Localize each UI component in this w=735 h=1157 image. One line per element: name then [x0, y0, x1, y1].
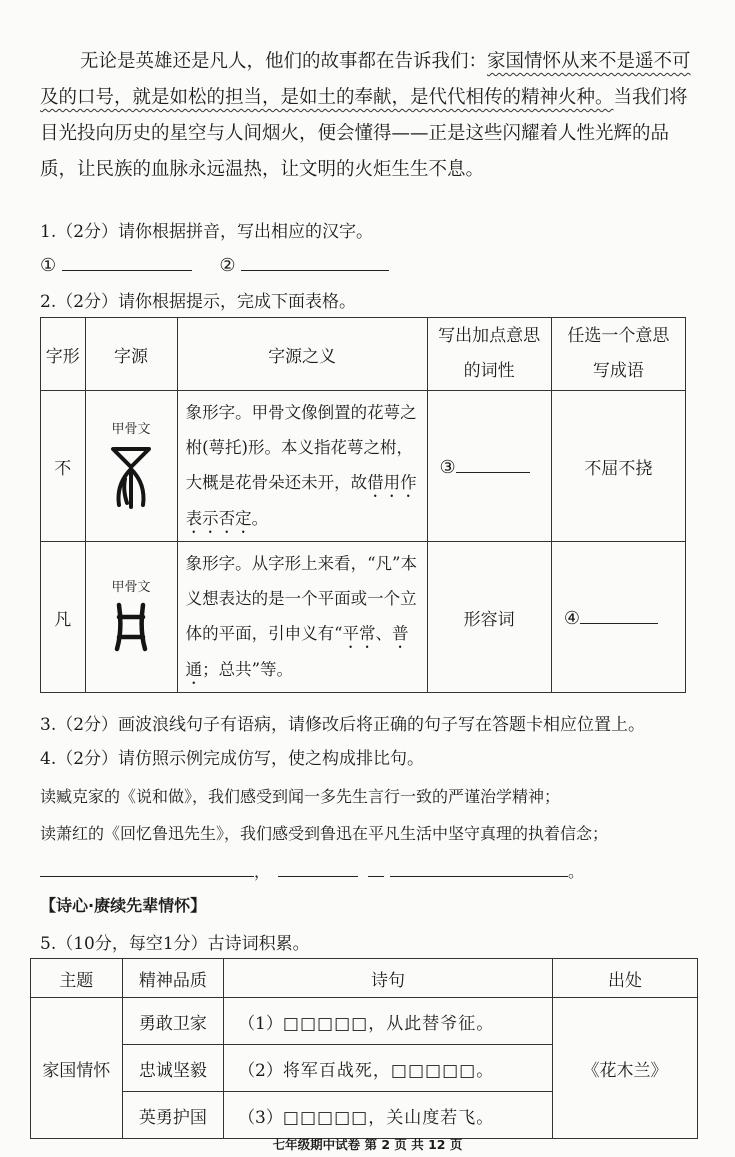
q1-blank-1[interactable]	[62, 252, 192, 271]
q4-blank-2[interactable]	[278, 858, 358, 877]
header-pos: 写出加点意思 的词性	[427, 318, 551, 391]
q1-mark-1: ①	[40, 255, 57, 276]
char-bu: 不	[41, 391, 86, 542]
theme-cell: 家国情怀	[31, 998, 123, 1139]
oracle-bone-bu	[85, 391, 177, 542]
quality-2: 忠诚坚毅	[122, 1045, 223, 1092]
question-4: 4.（2分）请仿照示例完成仿写，使之构成排比句。	[40, 749, 425, 769]
header-quality: 精神品质	[122, 959, 223, 998]
header-theme: 主题	[31, 959, 123, 998]
header-char: 字形	[41, 318, 86, 391]
header-origin: 出处	[553, 959, 698, 998]
q1-mark-2: ②	[219, 255, 236, 276]
dotted-phrase: 借用作表示否定	[185, 473, 417, 528]
q4-blank-3[interactable]	[368, 858, 384, 877]
table-row	[41, 542, 686, 693]
dotted-phrase: 平常、普通	[185, 624, 409, 679]
q4-example-2: 读萧红的《回忆鲁迅先生》，我们感受到鲁迅在平凡生活中坚守真理的执着信念；	[40, 824, 609, 843]
question-2: 2.（2分）请你根据提示，完成下面表格。	[40, 292, 357, 312]
char-fan: 凡	[41, 542, 86, 693]
section-title: 【诗心·赓续先辈情怀】	[40, 896, 207, 915]
header-source: 字源	[85, 318, 177, 391]
q4-blank-4[interactable]	[390, 858, 568, 877]
header-verse: 诗句	[224, 959, 553, 998]
q1-blank-2[interactable]	[241, 252, 389, 271]
quality-1: 勇敢卫家	[122, 998, 223, 1045]
q4-answer-line	[40, 858, 584, 882]
meaning-fan: 象形字。从字形上来看，“凡”本义想表达的是一个平面或一个立体的平面，引申义有“平常、普通；总共”等。	[177, 542, 427, 693]
quality-3: 英勇护国	[122, 1092, 223, 1139]
question-3: 3.（2分）画波浪线句子有语病，请修改后将正确的句子写在答题卡相应位置上。	[40, 715, 646, 735]
q1-answers	[40, 252, 389, 276]
pos-answer-3: ③	[427, 391, 551, 542]
wavy-sentence: 家国情怀从来不是遥不可及的口号，就是如松的担当，是如土的奉献，是代代相传的精神火种。	[40, 51, 691, 108]
page-footer: 七年级期中试卷 第 2 页 共 12 页	[272, 1137, 463, 1152]
character-table	[40, 317, 686, 693]
q4-period: 。	[568, 862, 585, 881]
oracle-bone-fan-glyph	[109, 601, 153, 653]
passage-part1: 无论是英雄还是凡人，他们的故事都在告诉我们：	[80, 51, 488, 72]
intro-passage	[40, 44, 705, 188]
oracle-bone-bu-glyph	[109, 443, 153, 509]
verse-1: （1）□□□□□，从此替爷征。	[224, 998, 553, 1045]
verse-2: （2）将军百战死，□□□□□。	[224, 1045, 553, 1092]
q4-blank-1[interactable]	[40, 858, 254, 877]
header-meaning: 字源之义	[177, 318, 427, 391]
oracle-bone-fan	[85, 542, 177, 693]
table-row	[31, 998, 698, 1045]
origin-cell: 《花木兰》	[553, 998, 698, 1139]
question-5: 5.（10分，每空1分）古诗词积累。	[40, 934, 310, 954]
oracle-label: 甲骨文	[111, 580, 151, 595]
poetry-table	[30, 958, 698, 1139]
idiom-bu: 不屈不挠	[551, 391, 685, 542]
q4-example-1: 读臧克家的《说和做》，我们感受到闻一多先生言行一致的严谨治学精神；	[40, 787, 561, 806]
q4-comma: ，	[254, 862, 271, 881]
blank-3[interactable]	[456, 454, 530, 473]
passage-part2: 当我们将目光投向历史的星空与人间烟火，便会懂得——正是这些闪耀着人性光辉的品质，让民族的血脉永远温热，让文明的火炬生生不息。	[40, 87, 688, 180]
oracle-label: 甲骨文	[111, 422, 151, 437]
blank-4[interactable]	[580, 605, 658, 624]
verse-3: （3）□□□□□，关山度若飞。	[224, 1092, 553, 1139]
meaning-bu: 象形字。甲骨文像倒置的花萼之柎(萼托)形。本义指花萼之柎，大概是花骨朵还未开，故借用作表示否定。	[177, 391, 427, 542]
pos-fan: 形容词	[427, 542, 551, 693]
idiom-answer-4: ④	[551, 542, 685, 693]
table-row	[41, 391, 686, 542]
header-idiom: 任选一个意思 写成语	[551, 318, 685, 391]
question-1: 1.（2分）请你根据拼音，写出相应的汉字。	[40, 222, 374, 242]
